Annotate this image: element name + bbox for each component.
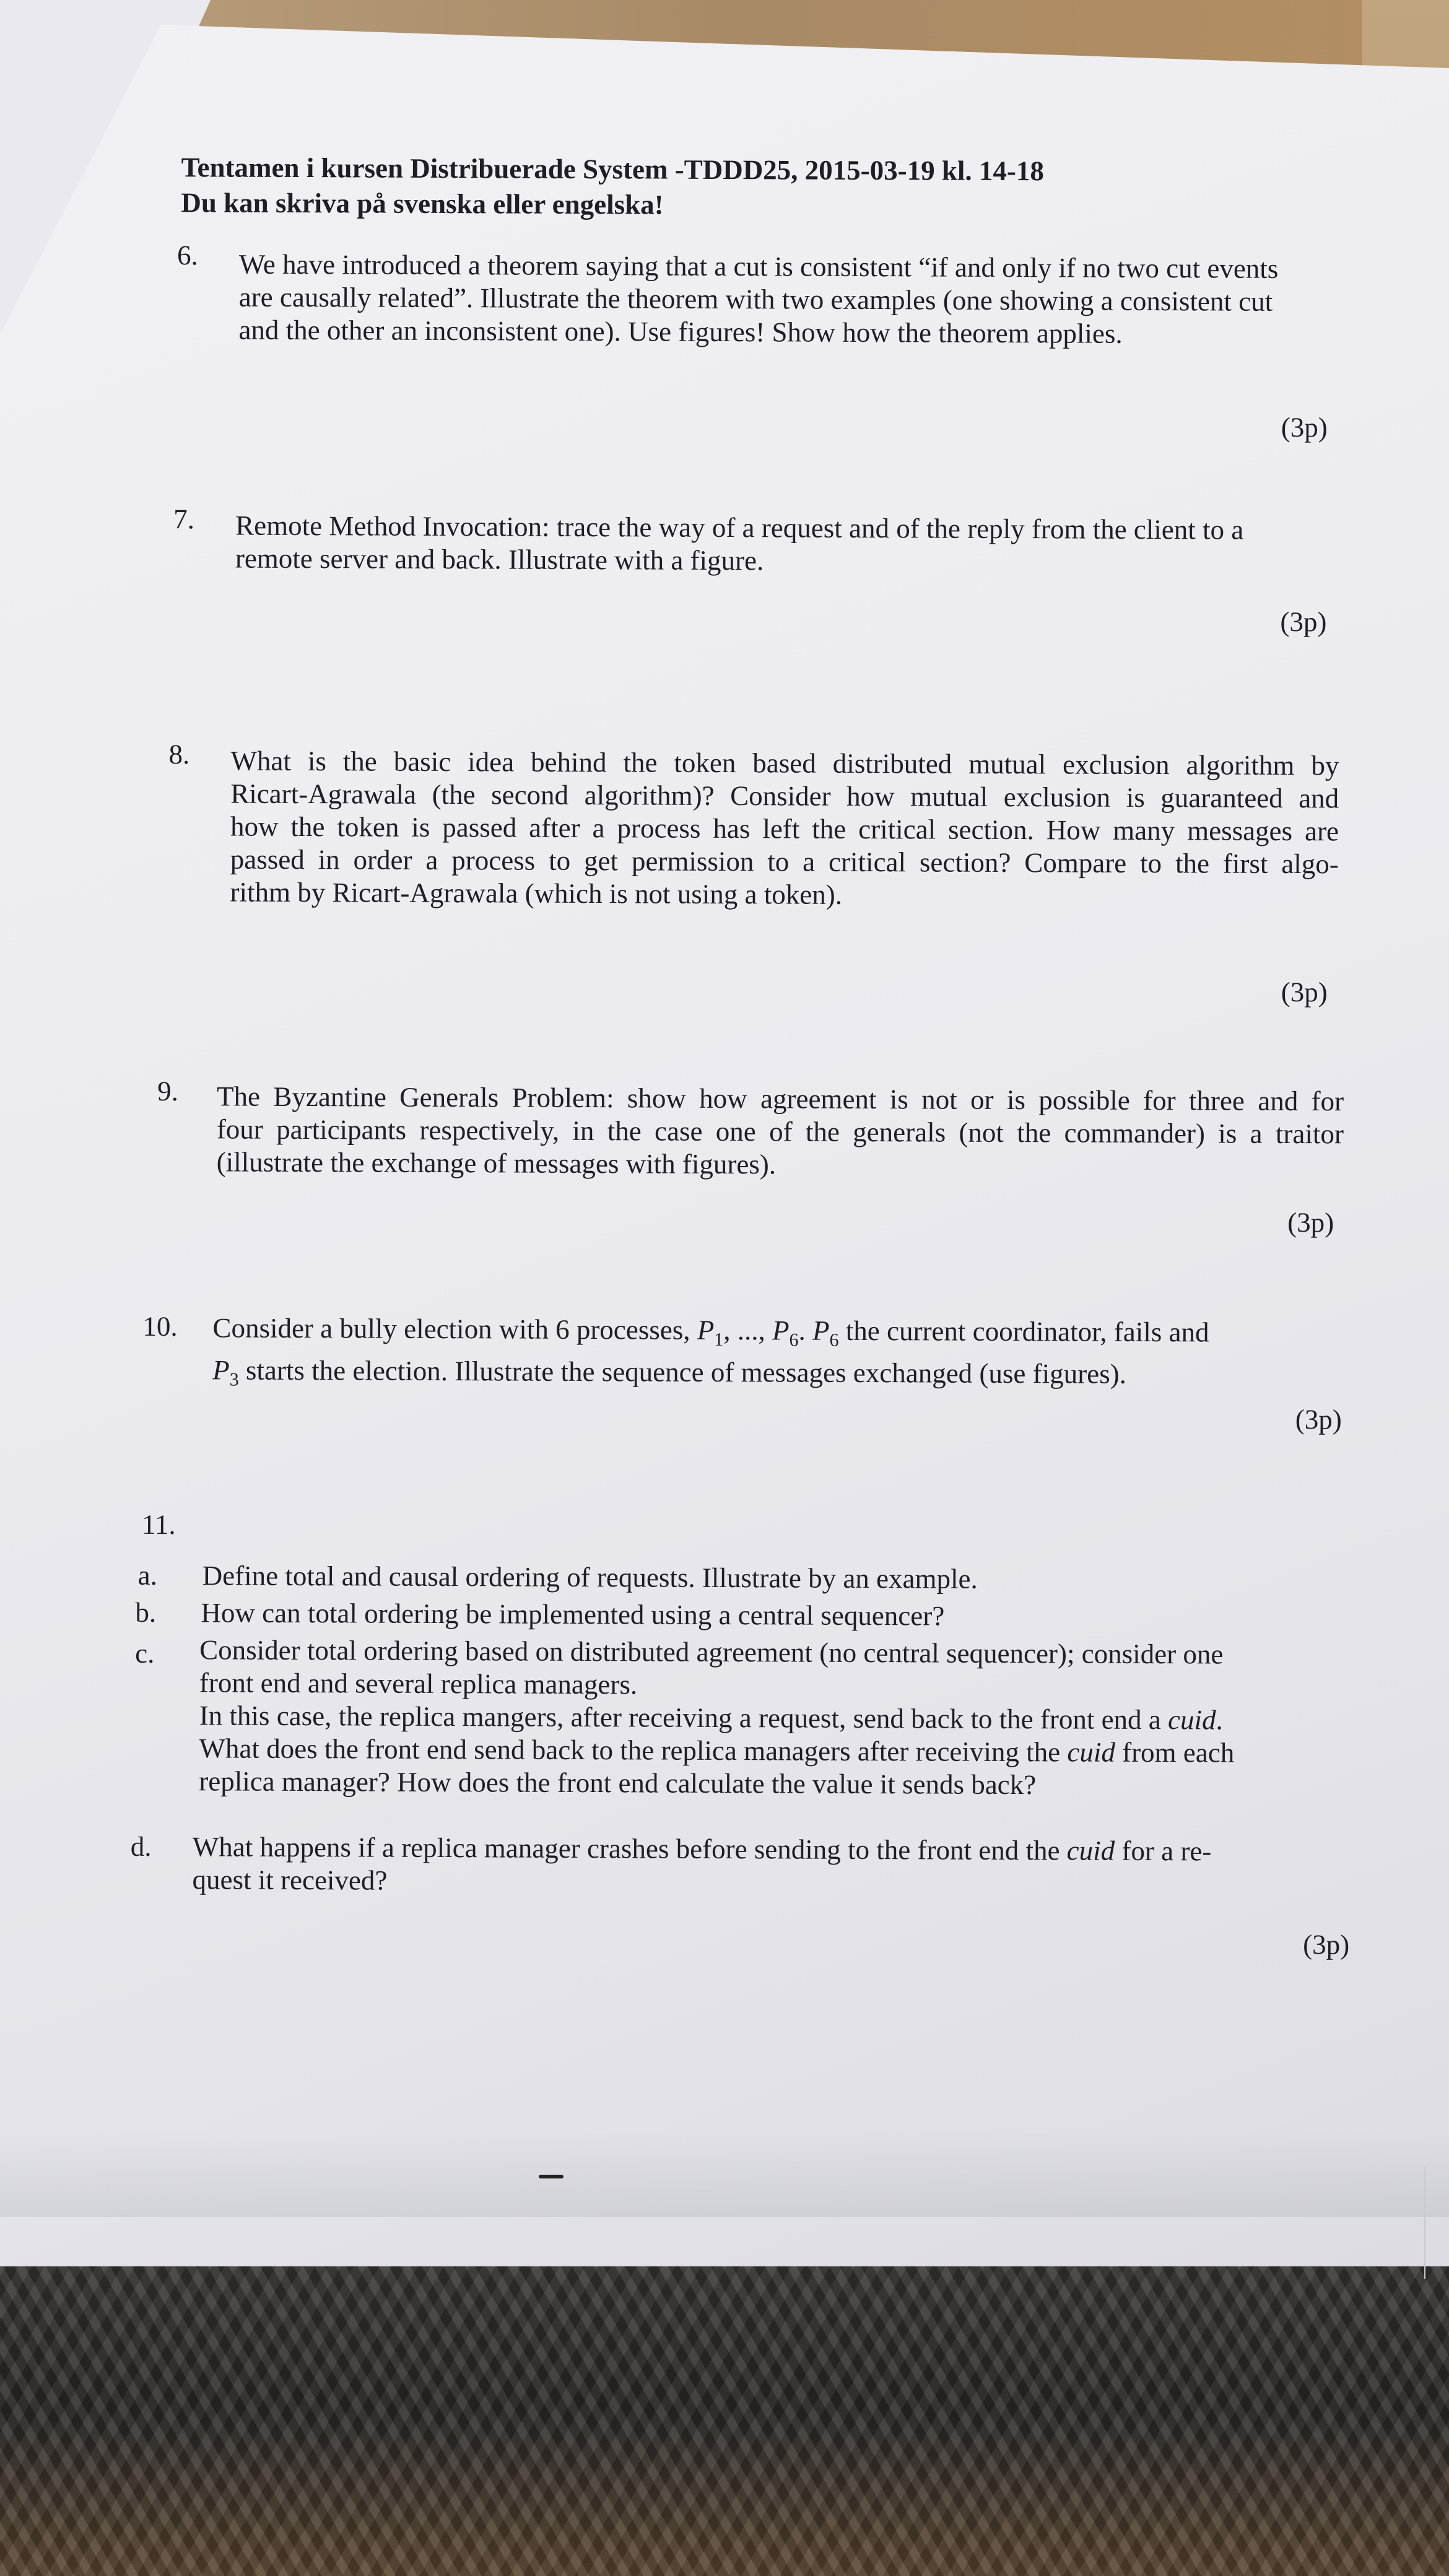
question-11b-line: How can total ordering be implemented using a central sequencer?: [201, 1597, 945, 1632]
question-11a-line: Define total and causal ordering of requests. Illustrate by an example.: [202, 1560, 978, 1595]
question-11b-text: [201, 1596, 944, 1632]
question-9-line: four participants respectively, in the case one of the generals (not the commander) is a traitor: [216, 1113, 1344, 1150]
question-11c-line: What does the front end send back to the replica managers after receiving the cuid from each: [199, 1733, 1235, 1769]
question-9-line: The Byzantine Generals Problem: show how agreement is not or is possible for three and for: [217, 1081, 1344, 1117]
language-note: Du kan skriva på svenska eller engelska!: [181, 187, 664, 220]
question-6-line: are causally related”. Illustrate the theorem with two examples (one showing a consistent cut: [238, 281, 1273, 317]
question-11c-text: [199, 1634, 1351, 1803]
question-10-points: (3p): [1295, 1404, 1342, 1435]
question-8-line: passed in order a process to get permission to a critical section? Compare to the first algo-: [230, 843, 1339, 880]
question-11c-letter: c.: [135, 1637, 155, 1669]
question-8-line: how the token is passed after a process has left the critical section. How many messages are: [230, 811, 1339, 847]
question-9-text: [217, 1080, 1344, 1183]
question-6-number: 6.: [176, 240, 198, 271]
question-6-line: We have introduced a theorem saying that a cut is consistent “if and only if no two cut events: [238, 248, 1279, 284]
exam-title: Tentamen i kursen Distribuerade System -TDDD25, 2015-03-19 kl. 14-18: [181, 152, 1045, 187]
question-11-number: 11.: [141, 1508, 176, 1541]
question-8-line: rithm by Ricart-Agrawala (which is not using a token).: [230, 876, 843, 910]
question-9-line: (illustrate the exchange of messages with figures).: [216, 1146, 777, 1180]
question-11a-text: [202, 1559, 978, 1595]
question-7-number: 7.: [173, 503, 195, 535]
question-8-number: 8.: [168, 739, 190, 770]
question-11d-text: [192, 1830, 1350, 1901]
question-9-number: 9.: [157, 1076, 179, 1107]
question-11d-line: quest it received?: [192, 1864, 388, 1896]
question-10-line-1: Consider a bully election with 6 processes, $P_1$, ..., $P_6$. $P_6$ the current coordinator, fails and: [212, 1312, 1209, 1351]
question-7-line: Remote Method Invocation: trace the way of a request and of the reply from the client to a: [235, 510, 1244, 546]
question-11c-line: front end and several replica managers.: [199, 1667, 638, 1700]
question-8-points: (3p): [1281, 976, 1328, 1008]
question-11d-line: What happens if a replica manager crashes before sending to the front end the cuid for a re-: [192, 1831, 1212, 1867]
question-11-points: (3p): [1303, 1929, 1350, 1960]
question-7-text: [235, 510, 1331, 580]
question-6-points: (3p): [1281, 411, 1328, 443]
question-11c-line: replica manager? How does the front end calculate the value it sends back?: [199, 1765, 1037, 1801]
question-7-points: (3p): [1280, 606, 1327, 638]
question-6-line: and the other an inconsistent one). Use figures! Show how the theorem applies.: [238, 314, 1123, 349]
question-9-points: (3p): [1287, 1206, 1334, 1238]
question-8-text: [230, 745, 1339, 914]
question-8-line: What is the basic idea behind the token based distributed mutual exclusion algorithm by: [230, 745, 1339, 781]
question-10-text: [212, 1312, 1346, 1401]
question-11b-letter: b.: [135, 1596, 157, 1629]
question-11c-line: Consider total ordering based on distributed agreement (no central sequencer); consider one: [199, 1634, 1224, 1670]
question-11c-line: In this case, the replica mangers, after receiving a request, send back to the front end a cuid.: [199, 1700, 1223, 1736]
question-8-line: Ricart-Agrawala (the second algorithm)? Consider how mutual exclusion is guaranteed and: [230, 778, 1339, 814]
question-6-text: [238, 248, 1335, 352]
question-7-line: remote server and back. Illustrate with a figure.: [235, 542, 764, 577]
question-11a-letter: a.: [137, 1559, 158, 1591]
question-10-line-2: $P_3$ starts the election. Illustrate the sequence of messages exchanged (use figures).: [212, 1354, 1127, 1390]
question-11d-letter: d.: [130, 1830, 152, 1862]
question-10-number: 10.: [142, 1310, 178, 1342]
